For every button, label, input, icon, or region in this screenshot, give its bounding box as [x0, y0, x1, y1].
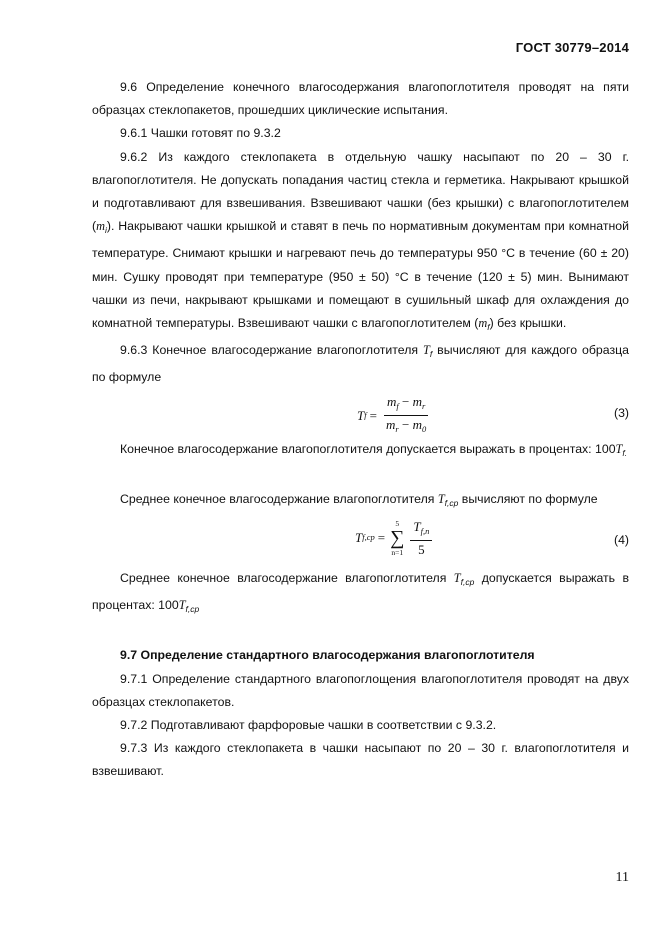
- formula-4-fraction: $\frac{T_{f,n}}{5}$: [410, 519, 432, 557]
- document-body: [92, 76, 629, 784]
- paragraph-percent-3: Конечное влагосодержание влагопоглотителя допускается выражать в процентах: $100T_{f.}$: [120, 441, 628, 458]
- paragraph-9-7-2: 9.7.2 Подготавливают фарфоровые чашки в соответствии с 9.3.2.: [120, 718, 497, 733]
- formula-4-expression: T f,ср = 5 ∑ n=1 $\frac{T_{f,n}}{5}$: [355, 519, 432, 557]
- section-title-9-7: 9.7 Определение стандартного влагосодержания влагопоглотителя: [120, 648, 535, 663]
- formula-3-expression: T f = $\frac{m_f - m_r}{m_r - m_0}$: [357, 394, 428, 437]
- paragraph-9-6-1: 9.6.1 Чашки готовят по 9.3.2: [120, 126, 281, 141]
- formula-3: [92, 390, 629, 438]
- sum-symbol: 5 ∑ n=1: [390, 519, 405, 558]
- formula-3-fraction: $\frac{m_f - m_r}{m_r - m_0}$: [384, 394, 428, 437]
- document-header: ГОСТ 30779–2014: [515, 40, 629, 55]
- formula-3-number: (3): [613, 405, 629, 420]
- paragraph-9-7-1: 9.7.1 Определение стандартного влагопоглощения влагопоглотителя проводят на двух образцах стеклопакетов.: [92, 671, 629, 709]
- paragraph-9-6: 9.6 Определение конечного влагосодержания влагопоглотителя проводят на пяти образцах стеклопакетов, прошедших циклические испытания.: [92, 80, 629, 118]
- paragraph-9-6-3: 9.6.3 Конечное влагосодержание влагопоглотителя $T_f$ вычисляют для каждого образца по формуле: [92, 343, 629, 385]
- paragraph-percent-4: Среднее конечное влагосодержание влагопоглотителя $T_{f,ср}$ допускается выражать в процентах: $100T_{f,ср}$: [92, 571, 629, 615]
- paragraph-9-7-3: 9.7.3 Из каждого стеклопакета в чашки насыпают по 20 – 30 г. влагопоглотителя и взвешивают.: [92, 741, 629, 779]
- formula-4: [92, 515, 629, 567]
- page-number: 11: [615, 870, 629, 885]
- paragraph-average: Среднее конечное влагосодержание влагопоглотителя $T_{f,ср}$ вычисляют по формуле: [120, 491, 598, 508]
- paragraph-9-6-2: 9.6.2 Из каждого стеклопакета в отдельную чашку насыпают по 20 – 30 г. влагопоглотителя. Не допускать попадания частиц стекла и герметика. Накрывают крышкой и подготавливают для взвешивания. Взвешивают чашки (без крышки) с влагопоглотителем $(m_i)$. Накрывают чашки крышкой и ставят в печь по нормативным документам при комнатной температуре. Снимают крышки и нагревают печь до температуры 950 °С в течение (60 ± 20) мин. Сушку проводят при температуре (950 ± 50) °С в течение (120 ± 5) мин. Вынимают чашки из печи, накрывают крышками и помещают в сушильный шкаф для охлаждения до комнатной температуры. Взвешивают чашки с влагопоглотителем $(m_f)$ без крышки.: [92, 149, 629, 333]
- formula-4-number: (4): [613, 533, 629, 548]
